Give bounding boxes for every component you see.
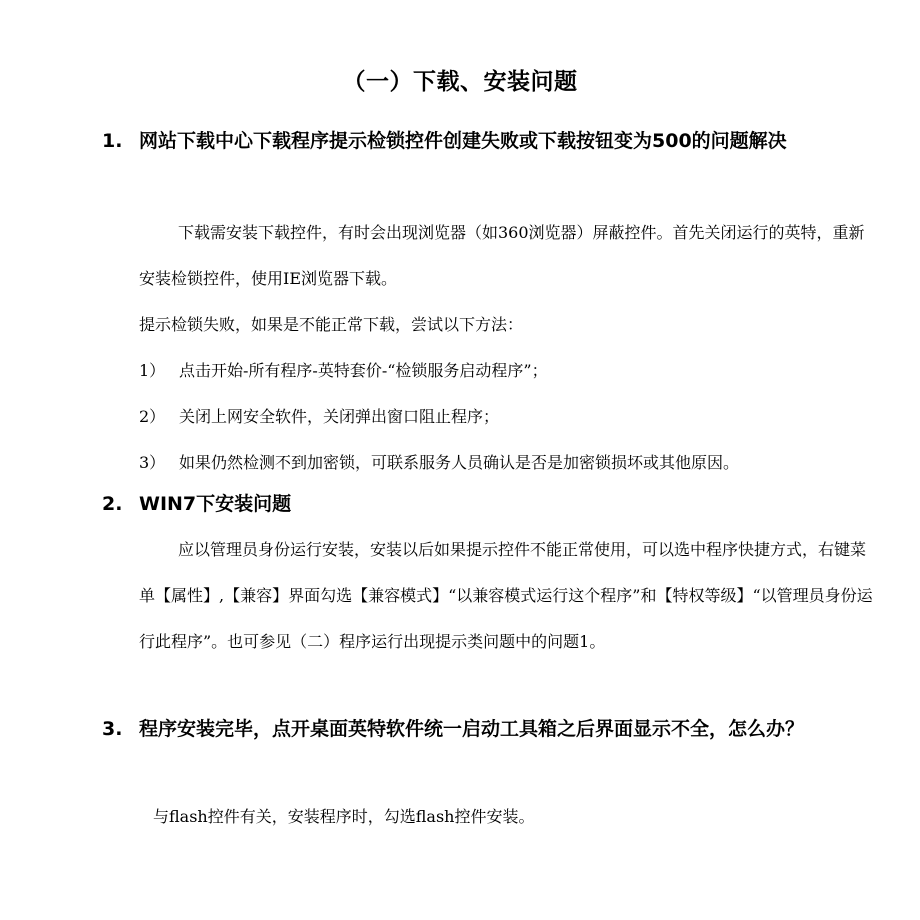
step-text: 如果仍然检测不到加密锁，可联系服务人员确认是否是加密锁损坏或其他原因。 xyxy=(179,453,740,472)
section-1-heading xyxy=(102,118,870,165)
section-3-heading-text: 程序安装完毕，点开桌面英特软件统一启动工具箱之后界面显示不全，怎么办？ xyxy=(139,718,805,740)
step-text: 关闭上网安全软件，关闭弹出窗口阻止程序； xyxy=(179,407,500,426)
section-1-number: 1. xyxy=(102,130,123,152)
section-3-number: 3. xyxy=(102,718,123,740)
section-1-step-1 xyxy=(139,348,869,394)
step-number: 2） xyxy=(139,407,166,426)
step-text: 点击开始-所有程序-英特套价-“检锁服务启动程序”； xyxy=(179,361,548,380)
section-1-paragraph-2: 提示检锁失败，如果是不能正常下载，尝试以下方法： xyxy=(139,315,524,334)
section-1-heading-text: 网站下载中心下载程序提示检锁控件创建失败或下载按钮变为500的问题解决 xyxy=(139,130,787,152)
section-2-paragraph-1: 应以管理员身份运行安装，安装以后如果提示控件不能正常使用，可以选中程序快捷方式，右键菜单【属性】,【兼容】界面勾选【兼容模式】“以兼容模式运行这个程序”和【特权等级】“以管理员身份运行此程序”。也可参见（二）程序运行出现提示类问题中的问题1。 xyxy=(139,540,873,651)
section-1-paragraph-1: 下载需安装下载控件，有时会出现浏览器（如360浏览器）屏蔽控件。首先关闭运行的英特，重新安装检锁控件，使用IE浏览器下载。 xyxy=(139,223,865,288)
section-2-heading xyxy=(102,481,870,528)
section-1-step-2 xyxy=(139,394,869,440)
step-number: 1） xyxy=(139,361,166,380)
section-3-paragraph-1: 与flash控件有关，安装程序时，勾选flash控件安装。 xyxy=(153,807,535,826)
section-2-heading-text: WIN7下安装问题 xyxy=(139,493,292,515)
section-1-step-3 xyxy=(139,440,869,486)
section-3-heading xyxy=(102,706,870,753)
page-title: （一）下载、安装问题 xyxy=(342,69,578,95)
section-2-number: 2. xyxy=(102,493,123,515)
step-number: 3） xyxy=(139,453,166,472)
